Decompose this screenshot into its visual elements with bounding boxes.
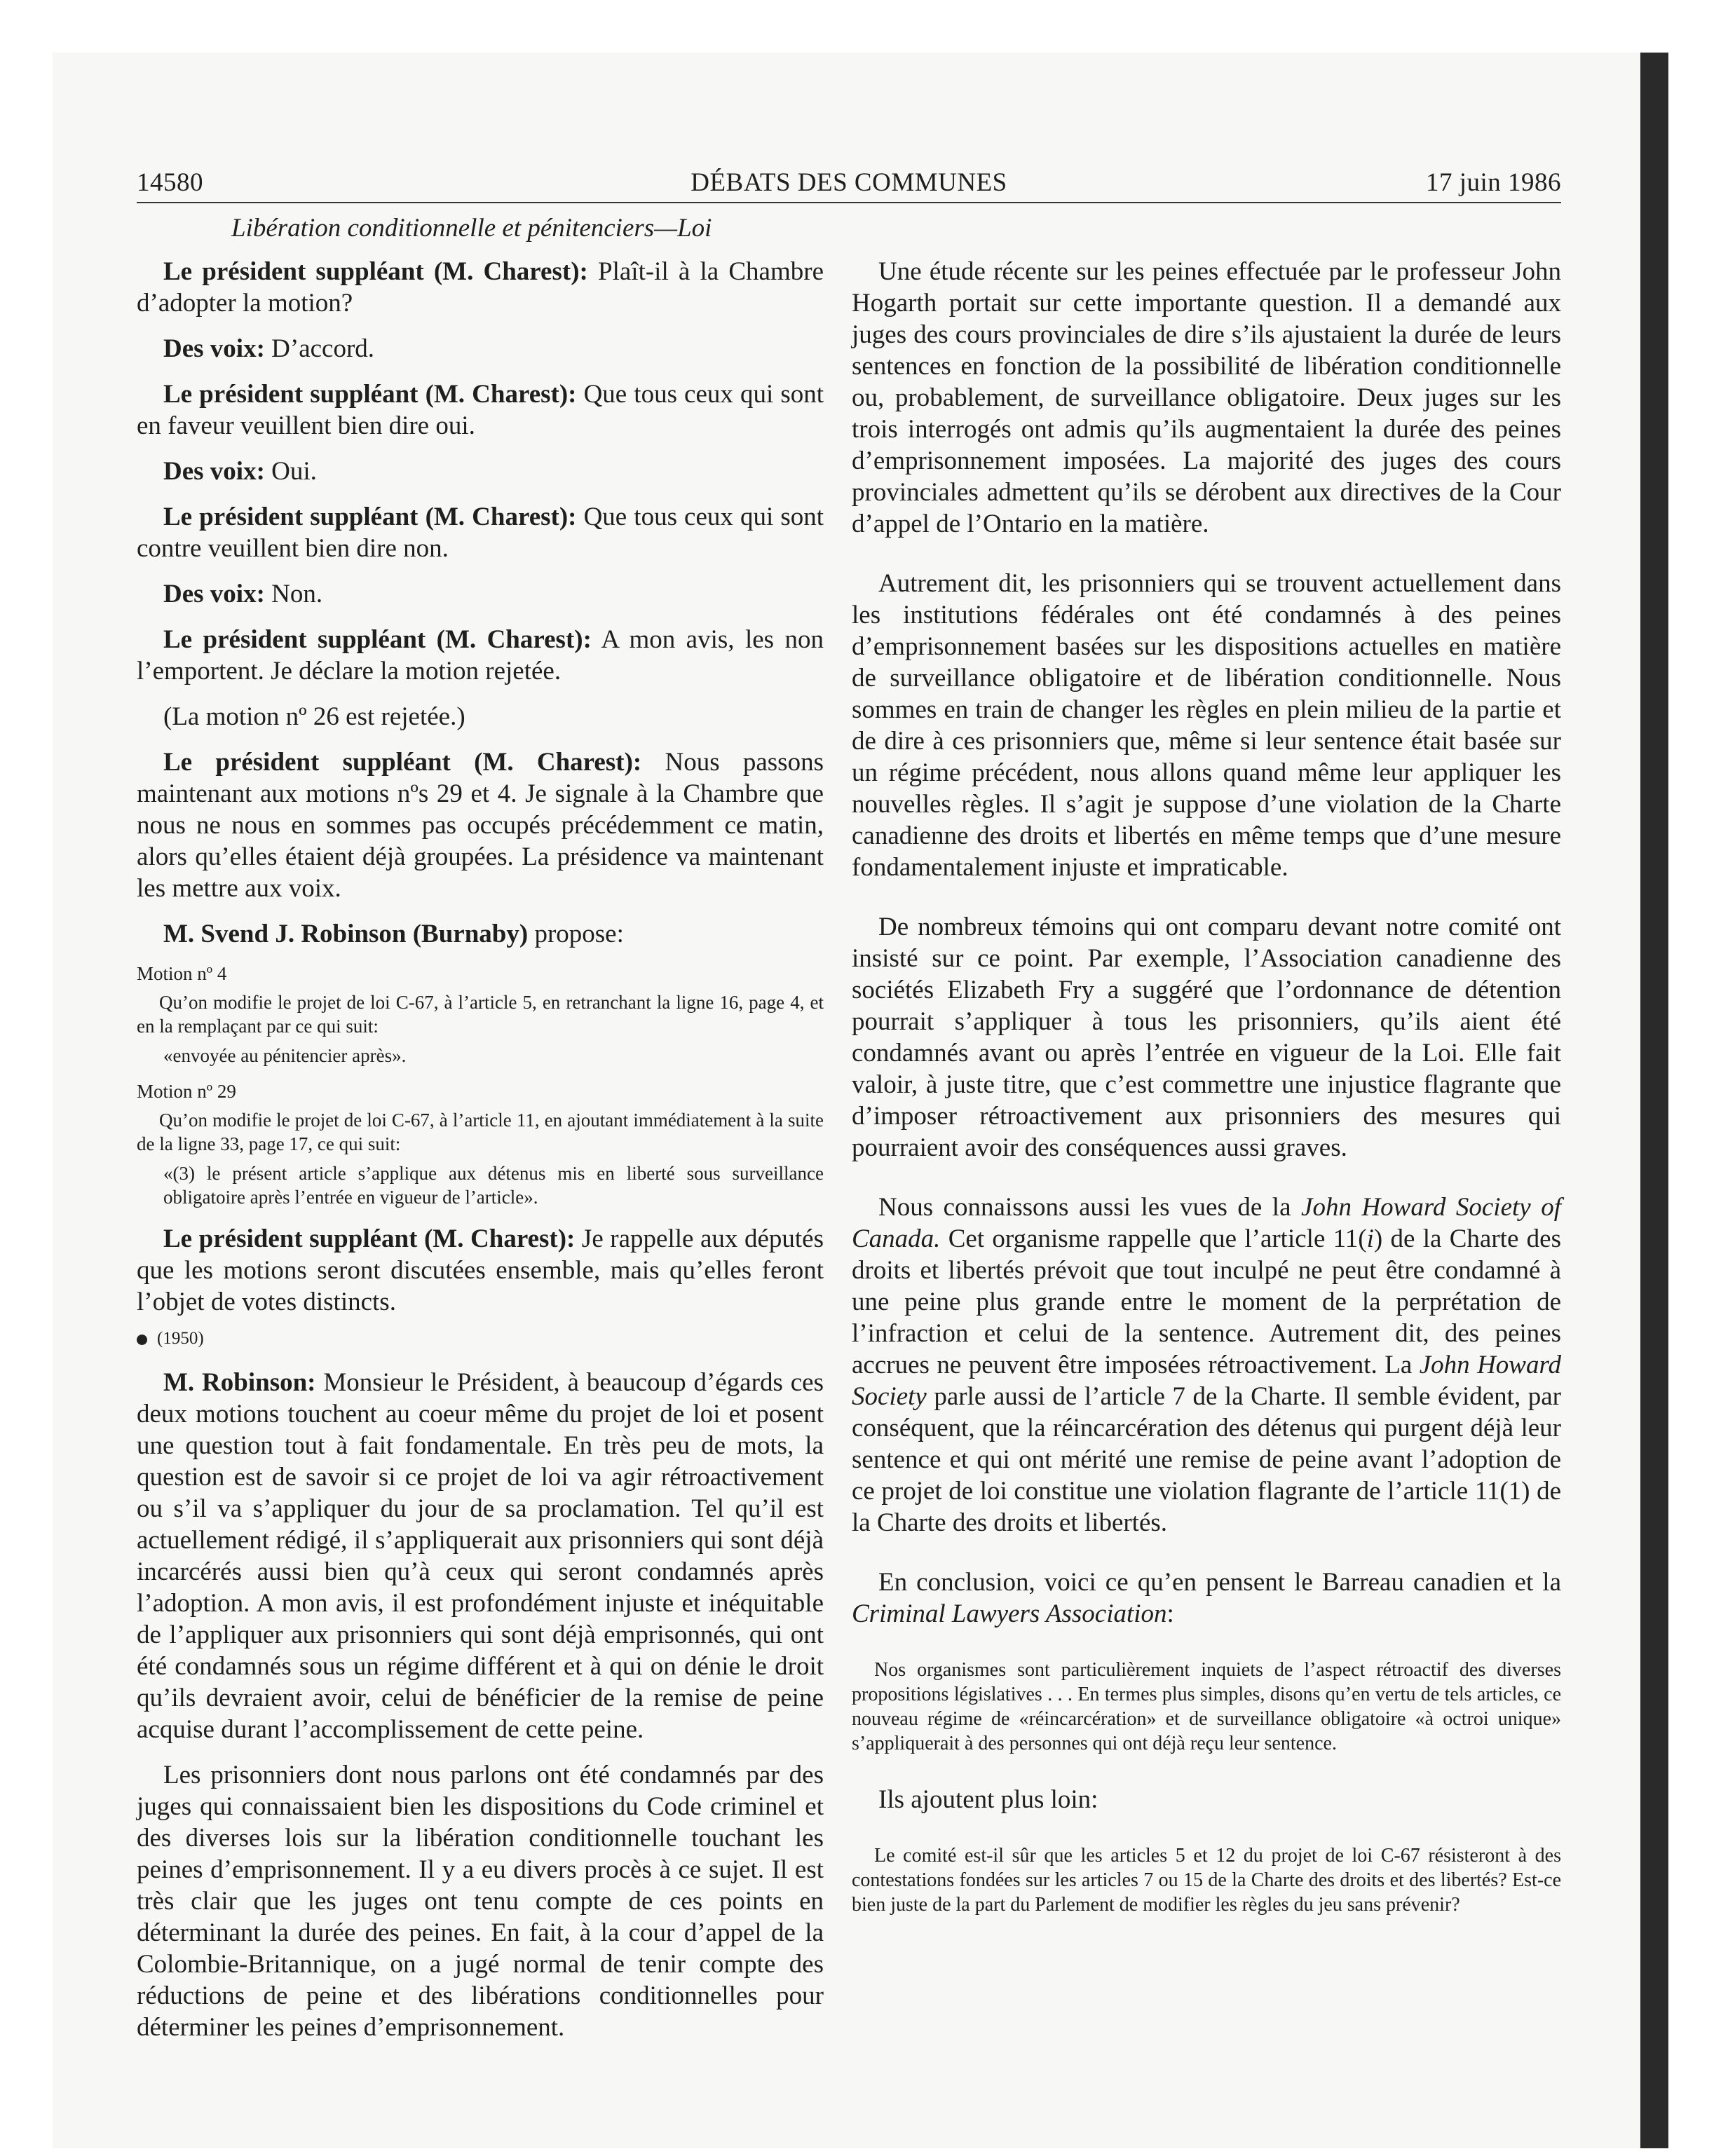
left-column (137, 256, 824, 2043)
running-title: Libération conditionnelle et pénitenciers—Loi (231, 214, 712, 243)
page-date: 17 juin 1986 (1425, 168, 1561, 197)
speech-paragraph: Des voix: Oui. (163, 457, 317, 486)
time-stamp: (1950) (137, 1325, 824, 1353)
motion-quote: «envoyée au pénitencier après». (163, 1045, 407, 1066)
publication-title: DÉBATS DES COMMUNES (690, 168, 1007, 197)
speaker-name: Des voix: (163, 457, 265, 486)
motion-quote: «(3) le présent article s’applique aux détenus mis en liberté sous surveillance obligatoire après l’entrée en vigueur de l’article». (163, 1163, 824, 1208)
right-column (852, 256, 1561, 1917)
speech-paragraph: Le président suppléant (M. Charest): Que tous ceux qui sont en faveur veuillent bien dire oui. (137, 380, 824, 440)
speaker-name: Le président suppléant (M. Charest): (163, 380, 577, 409)
speech-paragraph: Autrement dit, les prisonniers qui se trouvent actuellement dans les institutions fédérales ont été condamnés à des peines d’emprisonnement basées sur les dispositions actuelles en matière de surveillance obligatoire et de libération conditionnelle. Nous sommes en train de changer les règles en plein milieu de la partie et de dire à ces prisonniers que, même si leur sentence était basée sur un régime précédent, nous allons quand même leur appliquer les nouvelles règles. Il s’agit je suppose d’une violation de la Charte canadienne des droits et libertés en même temps que d’une mesure fondamentalement injuste et impraticable. (852, 569, 1561, 882)
speech-paragraph: M. Robinson: Monsieur le Président, à beaucoup d’égards ces deux motions touchent au coeur même du projet de loi et posent une question tout à fait fondamentale. En très peu de mots, la question est de savoir si ce projet de loi va agir rétroactivement ou s’il va s’appliquer du jour de sa proclamation. Tel qu’il est actuellement rédigé, il s’appliquerait aux prisonniers qui sont déjà incarcérés aussi bien qu’à ceux qui seront condamnés après l’adoption. A mon avis, il est profondément injuste et inéquitable de l’appliquer aux prisonniers qui sont déjà emprisonnés, qui ont été condamnés sous un régime différent et à qui on dénie le droit qu’ils devraient avoir, celui de bénéficier de la remise de peine acquise durant l’accomplissement de cette peine. (137, 1368, 824, 1744)
speaker-name: Le président suppléant (M. Charest): (163, 1224, 576, 1253)
speaker-name: Le président suppléant (M. Charest): (163, 503, 577, 531)
speech-paragraph: En conclusion, voici ce qu’en pensent le Barreau canadien et la Criminal Lawyers Association: (852, 1568, 1561, 1628)
speaker-name: Des voix: (163, 580, 265, 608)
speech-paragraph: Le président suppléant (M. Charest): A mon avis, les non l’emportent. Je déclare la motion rejetée. (137, 625, 824, 685)
speaker-name: Des voix: (163, 334, 265, 363)
procedural-note: (La motion nº 26 est rejetée.) (163, 702, 465, 731)
speech-paragraph: Des voix: Non. (163, 580, 323, 608)
speech-paragraph: Nous connaissons aussi les vues de la John Howard Society of Canada. Cet organisme rappelle que l’article 11(i) de la Charte des droits et libertés prévoit que tout inculpé ne peut être condamné à une peine plus grande entre le moment de la perprétation de l’infraction et celui de la sentence. Autrement dit, des peines accrues ne peuvent être imposées rétroactivement. La John Howard Society parle aussi de l’article 7 de la Charte. Il semble évident, par conséquent, que la réincarcération des détenus qui purgent déjà leur sentence et qui ont mérité une remise de peine avant l’adoption de ce projet de loi constitue une violation flagrante de l’article 11(1) de la Charte des droits et libertés. (852, 1193, 1562, 1537)
speech-paragraph: M. Svend J. Robinson (Burnaby) propose: (163, 920, 624, 948)
page-header (137, 160, 1561, 203)
speaker-name: M. Robinson: (163, 1368, 316, 1397)
speech-paragraph: Des voix: D’accord. (163, 334, 375, 363)
speaker-name: M. Svend J. Robinson (Burnaby) (163, 920, 529, 948)
speaker-name: Le président suppléant (M. Charest): (163, 748, 642, 777)
block-quote: Nos organismes sont particulièrement inquiets de l’aspect rétroactif des diverses propositions législatives . . . En termes plus simples, disons qu’en vertu de tels articles, ce nouveau régime de «réincarcération» et de surveillance obligatoire «à octroi unique» s’appliquerait à des personnes qui ont déjà reçu leur sentence. (852, 1659, 1561, 1754)
speech-paragraph: De nombreux témoins qui ont comparu devant notre comité ont insisté sur ce point. Par exemple, l’Association canadienne des sociétés Elizabeth Fry a suggéré que l’ordonnance de détention pourrait s’appliquer à tous les prisonniers, qu’ils aient été condamnés avant ou après l’entrée en vigueur de la Loi. Elle fait valoir, à juste titre, que c’est commettre une injustice flagrante que d’imposer rétroactivement aux prisonniers des mesures qui pourraient avoir des conséquences aussi graves. (852, 913, 1561, 1162)
scan-edge-shadow (1640, 53, 1668, 2148)
page-number: 14580 (137, 168, 203, 197)
motion-title: Motion nº 29 (137, 1081, 236, 1102)
speech-paragraph: Ils ajoutent plus loin: (878, 1785, 1098, 1814)
bullet-icon (137, 1335, 147, 1345)
speaker-name: Le président suppléant (M. Charest): (163, 625, 592, 654)
motion-title: Motion nº 4 (137, 963, 227, 984)
speech-paragraph: Une étude récente sur les peines effectuée par le professeur John Hogarth portait sur cette importante question. Il a demandé aux juges des cours provinciales de dire s’ils ajustaient la durée de leurs sentences en fonction de la possibilité de libération conditionnelle ou, probablement, de surveillance obligatoire. Deux juges sur les trois interrogés ont admis qu’ils augmentaient la durée des peines d’emprisonnement imposées. La majorité des juges des cours provinciales admettent qu’ils se dérobent aux directives de la Cour d’appel de l’Ontario en la matière. (852, 257, 1561, 538)
motion-text: Qu’on modifie le projet de loi C-67, à l’article 5, en retranchant la ligne 16, page 4, et en la remplaçant par ce qui suit: (137, 992, 824, 1037)
speaker-name: Le président suppléant (M. Charest): (163, 257, 588, 286)
speech-paragraph: Le président suppléant (M. Charest): Nous passons maintenant aux motions nºs 29 et 4. Je signale à la Chambre que nous ne nous en sommes pas occupés précédemment ce matin, alors qu’elles étaient déjà groupées. La présidence va maintenant les mettre aux voix. (137, 748, 824, 903)
speech-paragraph: Le président suppléant (M. Charest): Plaît-il à la Chambre d’adopter la motion? (137, 257, 824, 318)
motion-text: Qu’on modifie le projet de loi C-67, à l’article 11, en ajoutant immédiatement à la suite de la ligne 33, page 17, ce qui suit: (137, 1110, 824, 1154)
block-quote: Le comité est-il sûr que les articles 5 et 12 du projet de loi C-67 résisteront à des contestations fondées sur les articles 7 ou 15 de la Charte des droits et des libertés? Est-ce bien juste de la part du Parlement de modifier les règles du jeu sans prévenir? (852, 1845, 1561, 1916)
speech-paragraph: Les prisonniers dont nous parlons ont été condamnés par des juges qui connaissaient bien les dispositions du Code criminel et des diverses lois sur la libération conditionnelle touchant les peines d’emprisonnement. Il y a eu divers procès à ce sujet. Il est très clair que les juges ont tenu compte de ces points en déterminant la durée des peines. En fait, à la cour d’appel de la Colombie-Britannique, on a jugé normal de tenir compte des réductions de peine et des libérations conditionnelles pour déterminer les peines d’emprisonnement. (137, 1761, 824, 2042)
speech-paragraph: Le président suppléant (M. Charest): Que tous ceux qui sont contre veuillent bien dire non. (137, 503, 824, 563)
speech-paragraph: Le président suppléant (M. Charest): Je rappelle aux députés que les motions seront discutées ensemble, mais qu’elles feront l’objet de votes distincts. (137, 1224, 824, 1316)
